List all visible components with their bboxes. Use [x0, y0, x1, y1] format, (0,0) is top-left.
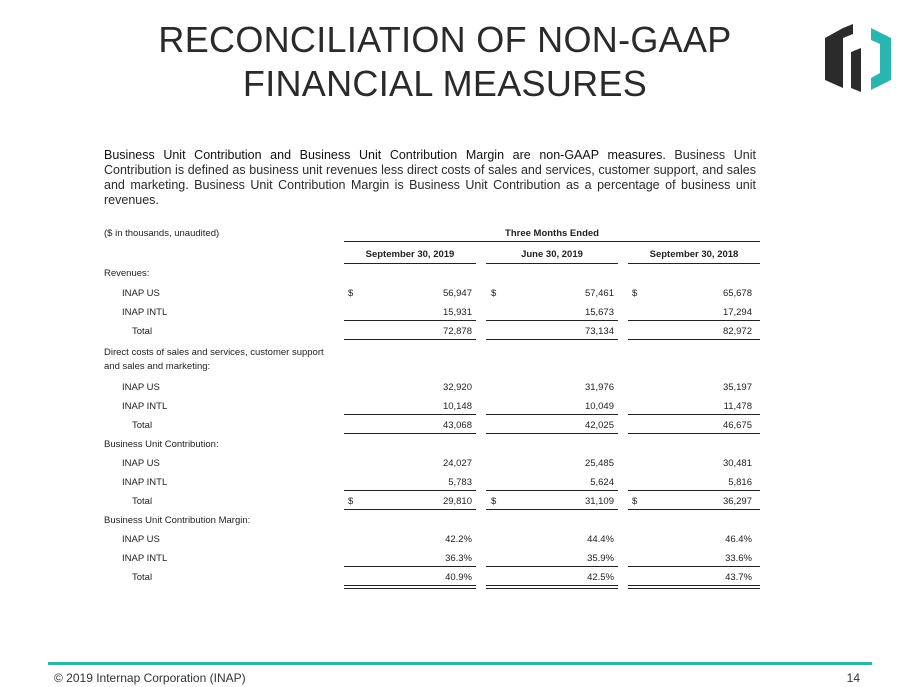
- table-cell: 31,109: [584, 496, 614, 507]
- row-label: INAP INTL: [122, 553, 168, 564]
- subtotal-rule: [628, 566, 760, 567]
- total-rule: [628, 509, 760, 510]
- column-header-sep-2019: September 30, 2019: [365, 249, 455, 260]
- footer-copyright: © 2019 Internap Corporation (INAP): [54, 671, 246, 685]
- table-cell: 72,878: [442, 326, 472, 337]
- section-label-direct-costs-1: Direct costs of sales and services, customer support: [104, 347, 324, 358]
- subtotal-rule: [344, 490, 476, 491]
- row-label: INAP INTL: [122, 307, 168, 318]
- intro-lead: Business Unit Contribution and Business Unit Contribution Margin are non-GAAP measures.: [104, 148, 666, 162]
- section-label-revenues: Revenues:: [104, 268, 150, 279]
- subtotal-rule: [486, 490, 618, 491]
- column-rule: [344, 263, 476, 264]
- table-cell: 44.4%: [587, 534, 614, 545]
- intro-rest: Business Unit Contribution is defined as business unit revenues less direct costs of sales and services, customer support, and sales and marketing. Business Unit Contribution Margin is Business Unit Contribution as a percentage of business unit revenues.: [104, 148, 756, 207]
- header-rule: [344, 241, 760, 242]
- total-rule: [344, 339, 476, 340]
- subtotal-rule: [344, 320, 476, 321]
- table-cell: 40.9%: [445, 572, 472, 583]
- table-cell: 15,673: [584, 307, 614, 318]
- currency-symbol: $: [491, 288, 497, 299]
- total-rule: [486, 433, 618, 434]
- currency-symbol: $: [348, 288, 354, 299]
- footer-accent-bar: [48, 662, 872, 665]
- row-label: INAP US: [122, 288, 160, 299]
- double-underline: [486, 585, 618, 589]
- subtotal-rule: [486, 566, 618, 567]
- unit-note: ($ in thousands, unaudited): [104, 228, 220, 239]
- subtotal-rule: [628, 414, 760, 415]
- row-label-total: Total: [132, 420, 153, 431]
- column-header-sep-2018: September 30, 2018: [649, 249, 739, 260]
- row-label-total: Total: [132, 496, 153, 507]
- total-rule: [486, 339, 618, 340]
- currency-symbol: $: [491, 496, 497, 507]
- table-cell: 30,481: [722, 458, 752, 469]
- total-rule: [486, 509, 618, 510]
- currency-symbol: $: [632, 496, 638, 507]
- page-number: 14: [846, 671, 860, 685]
- table-cell: 29,810: [442, 496, 472, 507]
- column-rule: [486, 263, 618, 264]
- row-label: INAP US: [122, 458, 160, 469]
- total-rule: [344, 509, 476, 510]
- table-cell: 5,816: [728, 477, 752, 488]
- currency-symbol: $: [632, 288, 638, 299]
- table-cell: 43.7%: [725, 572, 752, 583]
- table-cell: 82,972: [722, 326, 752, 337]
- double-underline: [344, 585, 476, 589]
- row-label: INAP US: [122, 534, 160, 545]
- section-label-contribution: Business Unit Contribution:: [104, 439, 219, 450]
- section-label-margin: Business Unit Contribution Margin:: [104, 515, 251, 526]
- table-cell: 42.2%: [445, 534, 472, 545]
- subtotal-rule: [344, 414, 476, 415]
- row-label: INAP INTL: [122, 477, 168, 488]
- table-cell: 11,478: [723, 401, 752, 412]
- table-cell: 15,931: [442, 307, 472, 318]
- table-cell: 33.6%: [725, 553, 752, 564]
- table-cell: 65,678: [722, 288, 752, 299]
- section-label-direct-costs-2: and sales and marketing:: [104, 361, 211, 372]
- row-label-total: Total: [132, 326, 153, 337]
- subtotal-rule: [344, 566, 476, 567]
- row-label: INAP INTL: [122, 401, 168, 412]
- title-line-1: RECONCILIATION OF NON-GAAP: [158, 19, 732, 60]
- table-cell: 57,461: [584, 288, 614, 299]
- table-cell: 46,675: [722, 420, 752, 431]
- double-underline: [628, 585, 760, 589]
- subtotal-rule: [486, 320, 618, 321]
- total-rule: [344, 433, 476, 434]
- table-cell: 25,485: [584, 458, 614, 469]
- table-cell: 36,297: [722, 496, 752, 507]
- subtotal-rule: [486, 414, 618, 415]
- period-header: Three Months Ended: [505, 228, 599, 239]
- currency-symbol: $: [348, 496, 354, 507]
- row-label: INAP US: [122, 382, 160, 393]
- table-cell: 35.9%: [587, 553, 614, 564]
- table-cell: 73,134: [584, 326, 614, 337]
- table-cell: 56,947: [442, 288, 472, 299]
- title-line-2: FINANCIAL MEASURES: [242, 63, 648, 104]
- subtotal-rule: [628, 490, 760, 491]
- table-cell: 5,783: [448, 477, 472, 488]
- table-cell: 5,624: [590, 477, 614, 488]
- column-rule: [628, 263, 760, 264]
- table-cell: 46.4%: [725, 534, 752, 545]
- total-rule: [628, 339, 760, 340]
- table-cell: 35,197: [722, 382, 752, 393]
- subtotal-rule: [628, 320, 760, 321]
- column-header-jun-2019: June 30, 2019: [521, 249, 583, 260]
- table-cell: 24,027: [442, 458, 472, 469]
- table-cell: 10,049: [584, 401, 614, 412]
- table-cell: 42.5%: [587, 572, 614, 583]
- table-cell: 31,976: [584, 382, 614, 393]
- table-cell: 17,294: [722, 307, 752, 318]
- table-cell: 43,068: [442, 420, 472, 431]
- table-cell: 36.3%: [445, 553, 472, 564]
- table-cell: 10,148: [442, 401, 472, 412]
- row-label-total: Total: [132, 572, 153, 583]
- total-rule: [628, 433, 760, 434]
- table-cell: 32,920: [442, 382, 472, 393]
- table-cell: 42,025: [584, 420, 614, 431]
